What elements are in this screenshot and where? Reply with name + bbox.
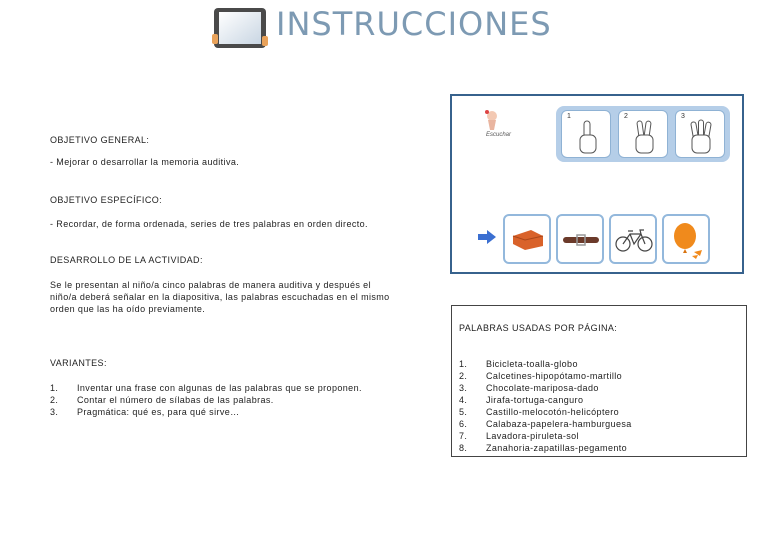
- list-item: [50, 382, 362, 394]
- finger-card-2[interactable]: [618, 110, 668, 158]
- item-number: 1.: [459, 359, 468, 369]
- list-item: [459, 442, 729, 454]
- finger-strip: [556, 106, 730, 162]
- arrow-right-icon: [478, 230, 496, 249]
- item-text: Calabaza-papelera-hamburguesa: [486, 419, 632, 429]
- two-fingers-icon: [631, 119, 657, 155]
- item-number: 1.: [50, 383, 59, 393]
- palabras-heading: PALABRAS USADAS POR PÁGINA:: [459, 323, 618, 333]
- desarrollo-line: orden que las ha oído previamente.: [50, 304, 206, 314]
- page-title: INSTRUCCIONES: [276, 5, 552, 43]
- tablet-icon: [212, 6, 268, 50]
- desarrollo-line: niño/a deberá señalar en la diapositiva, las palabras escuchadas en el mismo: [50, 292, 390, 302]
- finger-card-1[interactable]: [561, 110, 611, 158]
- one-finger-icon: [574, 119, 600, 155]
- item-text: Chocolate-mariposa-dado: [486, 383, 599, 393]
- finger-card-3[interactable]: [675, 110, 725, 158]
- item-text: Contar el número de sílabas de las palabras.: [77, 395, 274, 405]
- word-card-towel[interactable]: [503, 214, 551, 264]
- item-text: Pragmática: qué es, para qué sirve…: [77, 407, 240, 417]
- item-number: 6.: [459, 419, 468, 429]
- list-item: [459, 382, 729, 394]
- finger-number: 2: [624, 113, 628, 120]
- item-text: Inventar una frase con algunas de las palabras que se proponen.: [77, 383, 362, 393]
- objetivo-especifico-heading: OBJETIVO ESPECÍFICO:: [50, 195, 163, 205]
- desarrollo-paragraph: [50, 279, 390, 315]
- item-number: 8.: [459, 443, 468, 453]
- objetivo-general-heading: OBJETIVO GENERAL:: [50, 135, 150, 145]
- list-item: [459, 430, 729, 442]
- palabras-list: [459, 358, 729, 454]
- variantes-heading: VARIANTES:: [50, 358, 107, 368]
- item-text: Zanahoria-zapatillas-pegamento: [486, 443, 628, 453]
- item-number: 3.: [459, 383, 468, 393]
- list-item: [459, 406, 729, 418]
- item-text: Lavadora-piruleta-sol: [486, 431, 579, 441]
- list-item: [459, 358, 729, 370]
- list-item: [459, 394, 729, 406]
- desarrollo-line: Se le presentan al niño/a cinco palabras de manera auditiva y después el: [50, 280, 371, 290]
- item-text: Castillo-melocotón-helicóptero: [486, 407, 620, 417]
- belt-icon: [562, 234, 600, 246]
- item-number: 7.: [459, 431, 468, 441]
- bicycle-icon: [615, 228, 653, 252]
- list-item: [459, 370, 729, 382]
- balloon-icon: [672, 222, 706, 260]
- objetivo-general-text: - Mejorar o desarrollar la memoria auditiva.: [50, 157, 240, 167]
- item-number: 2.: [459, 371, 468, 381]
- item-text: Calcetines-hipopótamo-martillo: [486, 371, 623, 381]
- item-number: 2.: [50, 395, 59, 405]
- item-text: Bicicleta-toalla-globo: [486, 359, 578, 369]
- list-item: [50, 394, 274, 406]
- finger-number: 3: [681, 113, 685, 120]
- list-item: [50, 406, 240, 418]
- objetivo-especifico-text: - Recordar, de forma ordenada, series de tres palabras en orden directo.: [50, 219, 368, 229]
- item-number: 5.: [459, 407, 468, 417]
- words-box: [451, 305, 747, 457]
- escuchar-label: Escuchar: [486, 132, 512, 138]
- desarrollo-heading: DESARROLLO DE LA ACTIVIDAD:: [50, 255, 203, 265]
- three-fingers-icon: [688, 119, 714, 155]
- item-number: 3.: [50, 407, 59, 417]
- list-item: [459, 418, 729, 430]
- towel-icon: [511, 228, 545, 252]
- word-card-belt[interactable]: [556, 214, 604, 264]
- slide-preview: [450, 94, 744, 274]
- finger-number: 1: [567, 113, 571, 120]
- word-card-balloon[interactable]: [662, 214, 710, 264]
- variantes-list: [50, 382, 362, 418]
- item-text: Jirafa-tortuga-canguro: [486, 395, 584, 405]
- word-card-bicycle[interactable]: [609, 214, 657, 264]
- item-number: 4.: [459, 395, 468, 405]
